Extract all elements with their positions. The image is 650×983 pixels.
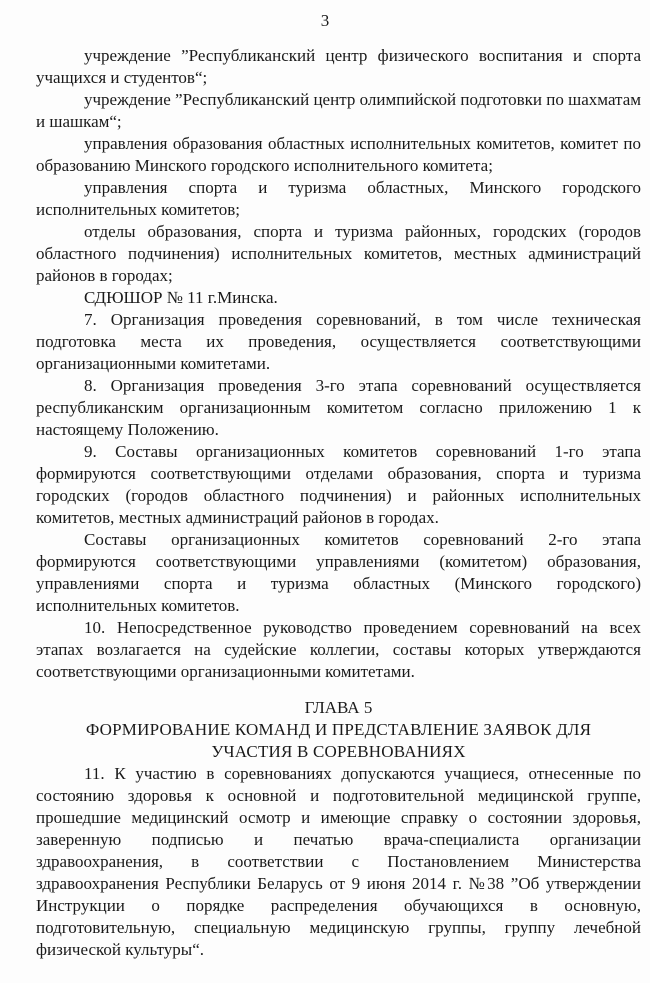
- paragraph-item-10: 10. Непосредственное руководство проведением соревнований на всех этапах возлагается на судейские коллегии, составы которых утверждаются соответствующими организационными комитетами.: [36, 618, 641, 681]
- chapter-title: [36, 719, 641, 763]
- paragraph: управления образования областных исполнительных комитетов, комитет по образованию Минского городского исполнительного комитета;: [36, 134, 641, 175]
- chapter-label: ГЛАВА 5: [304, 698, 373, 717]
- paragraph: Составы организационных комитетов соревнований 2-го этапа формируются соответствующими управлениями (комитетом) образования, управлениями спорта и туризма областных (Минского городского) исполнительных комитетов.: [36, 530, 641, 615]
- paragraph-item-7: 7. Организация проведения соревнований, в том числе техническая подготовка места их проведения, осуществляется соответствующими организационными комитетами.: [36, 310, 641, 373]
- page-number: 3: [320, 11, 330, 30]
- paragraph: СДЮШОР № 11 г.Минска.: [84, 288, 278, 307]
- paragraph-item-11: 11. К участию в соревнованиях допускаются учащиеся, отнесенные по состоянию здоровья к основной и подготовительной медицинской группе, прошедшие медицинский осмотр и имеющие справку о состоянии здоровья, заверенную подписью и печатью врача-специалиста организации здравоохранения, в соответствии с Постановлением Министерства здравоохранения Республики Беларусь от 9 июня 2014 г. №38 ”Об утверждении Инструкции о порядке распределения обучающихся в основную, подготовительную, специальную медицинскую группы, группу лечебной физической культуры“.: [36, 764, 641, 959]
- paragraph: учреждение ”Республиканский центр физического воспитания и спорта учащихся и студентов“;: [36, 46, 641, 87]
- paragraph: управления спорта и туризма областных, Минского городского исполнительных комитетов;: [36, 178, 641, 219]
- paragraph: отделы образования, спорта и туризма районных, городских (городов областного подчинения) исполнительных комитетов, местных администраций районов в городах;: [36, 222, 641, 285]
- paragraph: учреждение ”Республиканский центр олимпийской подготовки по шахматам и шашкам“;: [36, 90, 641, 131]
- paragraph-item-9: 9. Составы организационных комитетов соревнований 1-го этапа формируются соответствующими отделами образования, спорта и туризма городских (городов областного подчинения) и районных исполнительных комитетов, местных администраций районов в городах.: [36, 442, 641, 527]
- chapter-title-line: ФОРМИРОВАНИЕ КОМАНД И ПРЕДСТАВЛЕНИЕ ЗАЯВОК ДЛЯ: [85, 720, 592, 739]
- chapter-heading: [36, 697, 641, 763]
- chapter-title-line: УЧАСТИЯ В СОРЕВНОВАНИЯХ: [211, 742, 466, 761]
- document-body: [36, 45, 641, 961]
- paragraph-item-8: 8. Организация проведения 3-го этапа соревнований осуществляется республиканским организационным комитетом согласно приложению 1 к настоящему Положению.: [36, 376, 641, 439]
